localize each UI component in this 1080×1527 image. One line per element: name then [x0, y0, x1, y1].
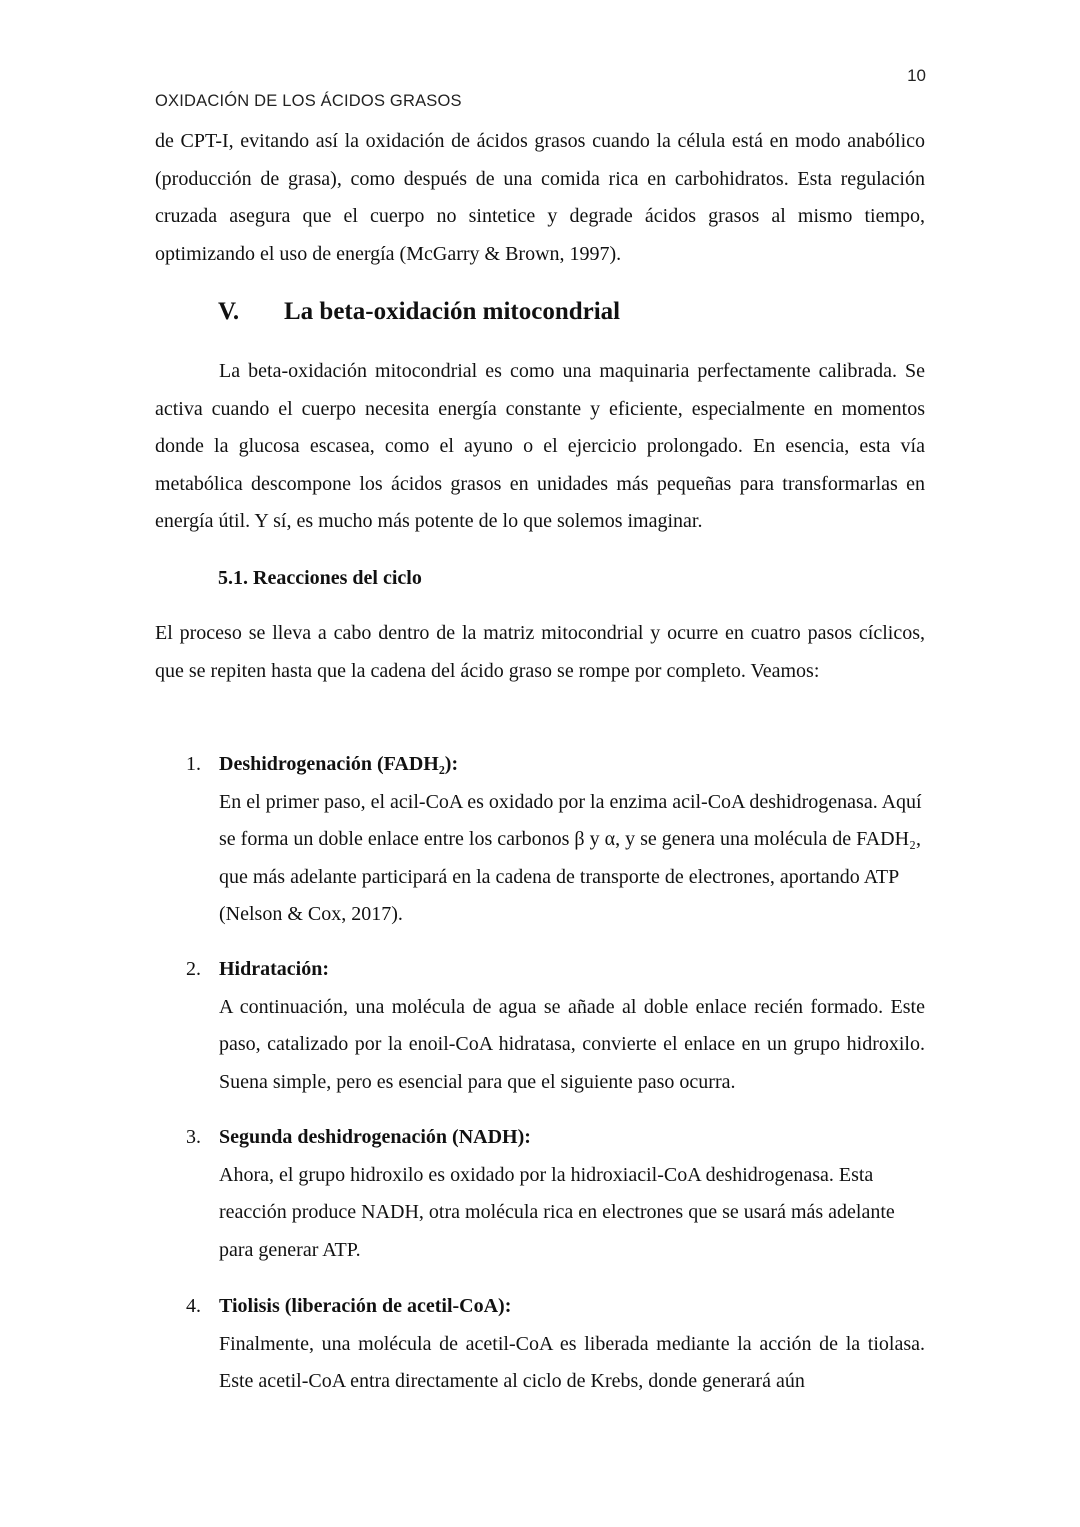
section-number: V. — [218, 298, 240, 325]
intro-paragraph: de CPT-I, evitando así la oxidación de ácidos grasos cuando la célula está en modo anabólico (producción de grasa), como después de una comida rica en carbohidratos. Esta regulación cruzada asegura que el cuerpo no sintetice y degrade ácidos grasos al mismo tiempo, optimizando el uso de energía (McGarry & Brown, 1997). — [155, 130, 925, 265]
step-title: Tiolisis (liberación de acetil-CoA): — [219, 1295, 512, 1317]
step-number: 1. — [186, 753, 201, 775]
step-number: 4. — [186, 1295, 201, 1317]
running-head: OXIDACIÓN DE LOS ÁCIDOS GRASOS — [155, 92, 462, 110]
step-title: Hidratación: — [219, 958, 329, 980]
subsection-heading: 5.1. Reacciones del ciclo — [218, 567, 422, 589]
section-title: La beta-oxidación mitocondrial — [284, 298, 621, 325]
step-title: Deshidrogenación (FADH₂): — [219, 753, 459, 775]
page-number: 10 — [907, 66, 926, 85]
step-body: Ahora, el grupo hidroxilo es oxidado por la hidroxiacil-CoA deshidrogenasa. Esta reacción produce NADH, otra molécula rica en electrones que se usará más adelante para generar ATP. — [219, 1163, 895, 1261]
step-body: En el primer paso, el acil-CoA es oxidado por la enzima acil-CoA deshidrogenasa. Aquí se forma un doble enlace entre los carbonos β y α, y se genera una molécula de FADH₂, que más adelante participará en la cadena de transporte de electrones, aportando ATP (Nelson & Cox, 2017). — [219, 790, 922, 925]
step-number: 2. — [186, 958, 201, 980]
subsection-paragraph: El proceso se lleva a cabo dentro de la matriz mitocondrial y ocurre en cuatro pasos cíclicos, que se repiten hasta que la cadena del ácido graso se rompe por completo. Veamos: — [155, 622, 925, 682]
step-body: A continuación, una molécula de agua se añade al doble enlace recién formado. Este paso, catalizado por la enoil-CoA hidratasa, convierte el enlace en un grupo hidroxilo. Suena simple, pero es esencial para que el siguiente paso ocurra. — [219, 995, 925, 1093]
step-number: 3. — [186, 1126, 201, 1148]
section-heading — [218, 294, 620, 330]
section-paragraph: La beta-oxidación mitocondrial es como una maquinaria perfectamente calibrada. Se activa cuando el cuerpo necesita energía constante y eficiente, especialmente en momentos donde la glucosa escasea, como el ayuno o el ejercicio prolongado. En esencia, esta vía metabólica descompone los ácidos grasos en unidades más pequeñas para transformarlas en energía útil. Y sí, es mucho más potente de lo que solemos imaginar. — [155, 360, 925, 532]
step-body: Finalmente, una molécula de acetil-CoA es liberada mediante la acción de la tiolasa. Este acetil-CoA entra directamente al ciclo de Krebs, donde generará aún — [219, 1332, 925, 1392]
step-title: Segunda deshidrogenación (NADH): — [219, 1126, 531, 1148]
